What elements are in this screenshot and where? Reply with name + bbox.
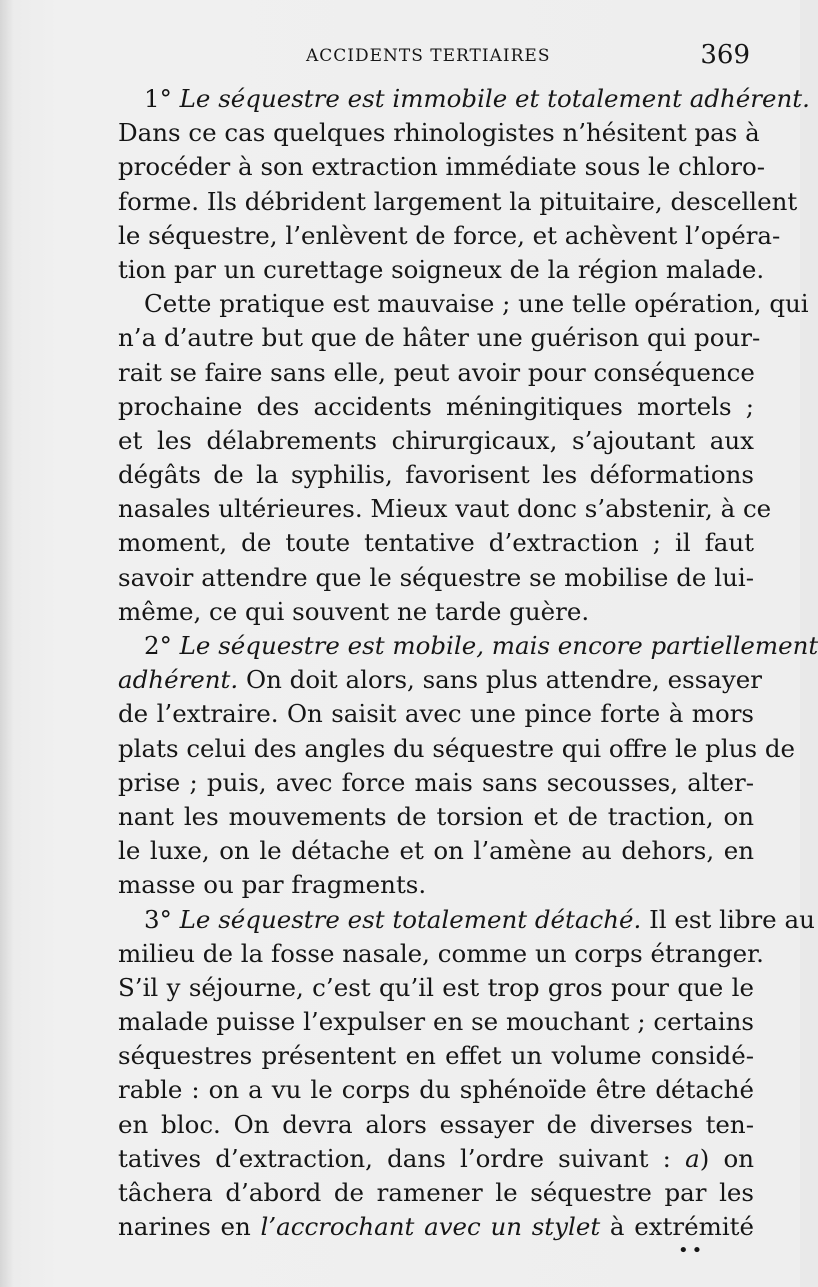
text-run: le luxe, on le détache et on l’amène au dehors, en [118,836,754,866]
text-run: On doit alors, sans plus attendre, essayer [238,665,762,695]
text-run: prochaine des accidents méningitiques mortels ; [118,391,754,421]
text-run: Cette pratique est mauvaise ; une telle opération, qui [144,289,809,319]
text-run: à extrémité [600,1212,755,1242]
page-header [118,40,750,74]
text-line [118,697,754,731]
text-run: même, ce qui souvent ne tarde guère. [118,596,590,626]
text-run: nasales ultérieures. Mieux vaut donc s’abstenir, à ce [118,494,772,524]
text-line [118,800,754,834]
text-line [118,1210,754,1244]
text-line [118,1142,754,1176]
text-run: 1° [144,84,180,113]
text-line [118,937,764,971]
text-run: rable : on a vu le corps du sphénoïde être détaché [118,1075,754,1105]
text-run: tatives d’extraction, dans l’ordre suivant : [118,1143,686,1173]
text-run: tion par un curettage soigneux de la région malade. [118,254,765,284]
text-line [118,561,754,595]
text-run: prise ; puis, avec force mais sans secousses, alter- [118,767,754,797]
text-line [118,219,781,253]
text-line [118,185,798,219]
text-run: rait se faire sans elle, peut avoir pour conséquence [118,357,755,387]
text-line [118,868,754,902]
text-run: malade puisse l’expulser en se mouchant ; certains [118,1007,754,1037]
text-line [118,732,796,766]
text-run: 2° [144,631,180,660]
text-run: milieu de la fosse nasale, comme un corps étranger. [118,938,764,968]
text-run: n’a d’autre but que de hâter une guérison qui pour- [118,323,761,353]
italic-text: Le séquestre est immobile et totalement adhérent. [179,84,810,113]
running-head: ACCIDENTS TERTIAIRES [306,46,551,66]
text-line [118,424,754,458]
text-line [118,903,815,937]
text-line [118,82,810,116]
text-run: masse ou par fragments. [118,870,427,900]
text-run: 3° [144,904,180,934]
text-line [118,663,762,697]
text-line [118,1073,754,1107]
text-run: tâchera d’abord de ramener le séquestre par les [118,1178,754,1207]
text-line [118,971,754,1005]
italic-text: Le séquestre est mobile, mais encore partiellement [179,631,818,660]
text-line [118,287,809,321]
text-line [118,492,772,526]
text-run: forme. Ils débrident largement la pituitaire, descellent [118,186,798,216]
text-line [118,116,760,150]
body-text [118,82,818,1244]
text-line [118,526,754,560]
text-line [118,595,754,629]
text-run: le séquestre, l’enlèvent de force, et achèvent l’opéra- [118,220,781,250]
text-run: S’il y séjourne, c’est qu’il est trop gros pour que le [118,972,754,1002]
text-run: plats celui des angles du séquestre qui offre le plus de [118,733,796,763]
text-run: dégâts de la syphilis, favorisent les déformations [118,460,754,490]
text-run: Il est libre au [641,904,815,934]
text-run: en bloc. On devra alors essayer de diverses ten- [118,1109,754,1139]
italic-text: Le séquestre est totalement détaché. [179,904,642,934]
text-run: et les délabrements chirurgicaux, s’ajoutant aux [118,425,754,455]
text-line [118,321,761,355]
text-run: Dans ce cas quelques rhinologistes n’hésitent pas à [118,118,760,148]
text-run: procéder à son extraction immédiate sous le chloro- [118,152,766,182]
text-run: moment, de toute tentative d’extraction ; il faut [118,528,754,558]
text-line [118,766,754,800]
text-run: nant les mouvements de torsion et de traction, on [118,801,754,831]
italic-text: l’accrochant avec un stylet [260,1212,601,1242]
text-run: de l’extraire. On saisit avec une pince forte à mors [118,699,754,729]
text-line [118,390,754,424]
text-line [118,253,765,287]
text-line [118,1108,754,1142]
text-line [118,1039,754,1073]
page-number: 369 [700,40,750,70]
italic-text: a [685,1143,700,1173]
text-run: narines en [118,1212,261,1242]
text-line [118,150,766,184]
text-line [118,458,754,492]
italic-text: adhérent. [118,665,239,695]
text-run: séquestres présentent en effet un volume considé- [118,1041,754,1071]
text-line [118,1176,754,1210]
text-line [118,629,818,663]
text-line [118,834,754,868]
text-line [118,356,754,390]
text-line [118,1005,754,1039]
printer-mark: •• [678,1240,706,1261]
text-run: savoir attendre que le séquestre se mobilise de lui- [118,562,754,592]
text-run: ) on [699,1143,754,1173]
